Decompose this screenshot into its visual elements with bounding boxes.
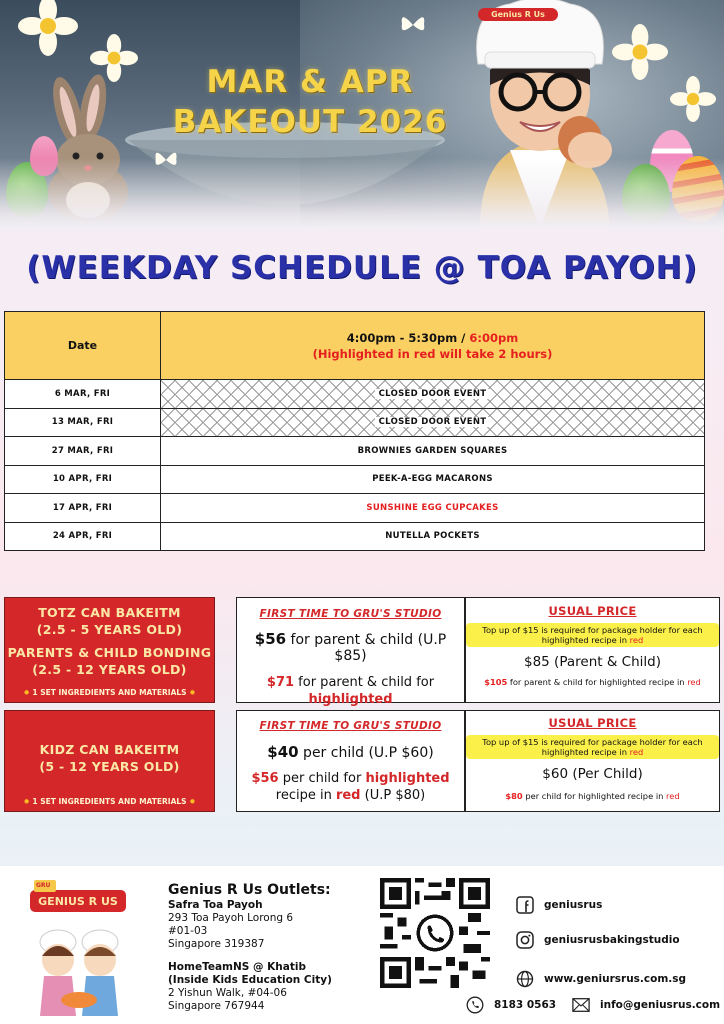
row-event: PEEK-A-EGG MACARONS	[161, 465, 705, 494]
logo-badge: GRU	[36, 882, 51, 889]
row-date: 27 MAR, FRI	[5, 437, 161, 466]
usual-price-value: $60 (Per Child)	[542, 766, 643, 782]
first-time-price-panel	[236, 597, 465, 707]
time-slot-red: 6:00pm	[469, 330, 519, 345]
table-row	[5, 408, 705, 437]
outlet-address: Singapore 319387	[168, 938, 265, 950]
outlet-name: (Inside Kids Education City)	[168, 974, 332, 986]
qr-code[interactable]	[380, 878, 490, 988]
outlet-address: Singapore 767944	[168, 1000, 265, 1012]
sun-icon: ✹	[189, 797, 196, 806]
outlet-name: Safra Toa Payoh	[168, 899, 263, 911]
usual-highlight-price: $80 per child for highlighted recipe in red	[505, 791, 680, 801]
row-date: 10 APR, FRI	[5, 465, 161, 494]
phone-icon	[466, 996, 484, 1014]
first-time-price-panel	[236, 710, 465, 812]
row-event: BROWNIES GARDEN SQUARES	[161, 437, 705, 466]
outlet-address: 2 Yishun Walk, #04-06	[168, 987, 287, 999]
row-date: 6 MAR, FRI	[5, 380, 161, 409]
daisy-flower-icon	[612, 24, 668, 80]
table-row	[5, 494, 705, 523]
banner-title	[150, 62, 470, 142]
sun-icon: ✹	[23, 688, 30, 697]
ingredients-note: ✹ 1 SET INGREDIENTS AND MATERIALS ✹	[23, 797, 196, 806]
banner-title-line1: MAR & APR	[206, 64, 414, 100]
grass-strip	[0, 158, 724, 228]
row-event-highlighted: SUNSHINE EGG CUPCAKES	[161, 494, 705, 523]
outlet-name: HomeTeamNS @ Khatib	[168, 961, 306, 973]
facebook-handle: geniusrus	[544, 899, 603, 911]
first-time-price-line: $40 per child (U.P $60)	[267, 743, 434, 761]
ingredients-note: ✹ 1 SET INGREDIENTS AND MATERIALS ✹	[23, 688, 196, 697]
schedule-title: (WEEKDAY SCHEDULE @ TOA PAYOH)	[26, 250, 698, 286]
row-date: 13 MAR, FRI	[5, 408, 161, 437]
row-date: 17 APR, FRI	[5, 494, 161, 523]
sun-icon: ✹	[23, 797, 30, 806]
program-panel	[4, 597, 215, 703]
daisy-flower-icon	[18, 0, 78, 56]
globe-icon	[516, 970, 534, 988]
time-column-header	[161, 312, 705, 380]
program-title: TOTZ CAN BAKEITM	[38, 605, 181, 620]
usual-price-heading: USUAL PRICE	[548, 604, 637, 618]
top-up-note: Top up of $15 is required for package holder for each highlighted recipe in red	[466, 623, 719, 647]
outlets-title: Genius R Us Outlets:	[168, 882, 331, 898]
footer	[0, 866, 724, 1024]
website-contact[interactable]	[516, 970, 686, 988]
usual-highlight-price: $105 for parent & child for highlighted recipe in red	[484, 677, 701, 687]
daisy-flower-icon	[90, 34, 138, 82]
first-time-highlight-line: $71 for parent & child for highlighted	[266, 675, 435, 707]
pricing-block-totz	[4, 597, 720, 707]
table-row	[5, 437, 705, 466]
instagram-handle: geniusrusbakingstudio	[544, 934, 680, 946]
first-time-highlight-line: $56 per child for highlighted	[251, 771, 450, 786]
first-time-heading: FIRST TIME TO GRU'S STUDIO	[259, 720, 442, 732]
schedule-header-row	[5, 312, 705, 380]
instagram-icon	[516, 931, 534, 949]
program-age: (5 - 12 YEARS OLD)	[39, 759, 180, 774]
row-event: CLOSED DOOR EVENT	[161, 408, 705, 437]
table-row	[5, 380, 705, 409]
website-link[interactable]: www.geniursrus.com.sg	[544, 973, 687, 985]
phone-contact[interactable]	[466, 996, 556, 1014]
time-note: (Highlighted in red will take 2 hours)	[312, 346, 553, 361]
program-panel	[4, 710, 215, 812]
envelope-icon	[572, 996, 590, 1014]
sun-icon: ✹	[189, 688, 196, 697]
logo-text: GENIUS R US	[38, 895, 118, 908]
row-event: CLOSED DOOR EVENT	[161, 380, 705, 409]
daisy-flower-icon	[670, 76, 716, 122]
header-banner	[0, 0, 724, 228]
row-event: NUTELLA POCKETS	[161, 522, 705, 551]
usual-price-panel	[465, 597, 720, 703]
facebook-icon	[516, 896, 534, 914]
first-time-highlight-line2: recipe in red (U.P $80)	[275, 788, 426, 803]
phone-number: 8183 0563	[494, 999, 557, 1011]
program-age: (2.5 - 12 YEARS OLD)	[32, 662, 187, 677]
pricing-block-kidz	[4, 710, 720, 812]
table-row	[5, 465, 705, 494]
usual-price-value: $85 (Parent & Child)	[524, 654, 661, 670]
instagram-contact[interactable]	[516, 931, 680, 949]
program-age: (2.5 - 5 YEARS OLD)	[36, 622, 183, 637]
outlet-address: 293 Toa Payoh Lorong 6	[168, 912, 294, 924]
usual-price-panel	[465, 710, 720, 812]
hat-logo: Genius R Us	[478, 8, 558, 21]
banner-title-line2: BAKEOUT 2026	[172, 104, 448, 140]
first-time-heading: FIRST TIME TO GRU'S STUDIO	[259, 608, 442, 620]
row-date: 24 APR, FRI	[5, 522, 161, 551]
table-row	[5, 522, 705, 551]
date-column-header: Date	[5, 312, 161, 380]
email-contact[interactable]	[572, 996, 720, 1014]
program-title: KIDZ CAN BAKEITM	[39, 742, 180, 757]
program-title: PARENTS & CHILD BONDING	[7, 645, 212, 660]
schedule-table	[4, 311, 705, 551]
outlet-address: #01-03	[168, 925, 208, 937]
facebook-contact[interactable]	[516, 896, 602, 914]
top-up-note: Top up of $15 is required for package holder for each highlighted recipe in red	[466, 735, 719, 759]
email-address[interactable]: info@geniusrus.com	[600, 999, 721, 1011]
first-time-price-line: $56 for parent & child (U.P $85)	[254, 630, 447, 664]
outlets-info	[168, 884, 358, 1013]
butterfly-icon	[398, 10, 428, 40]
usual-price-heading: USUAL PRICE	[548, 716, 637, 730]
time-slot: 4:00pm - 5:30pm /	[346, 330, 470, 345]
